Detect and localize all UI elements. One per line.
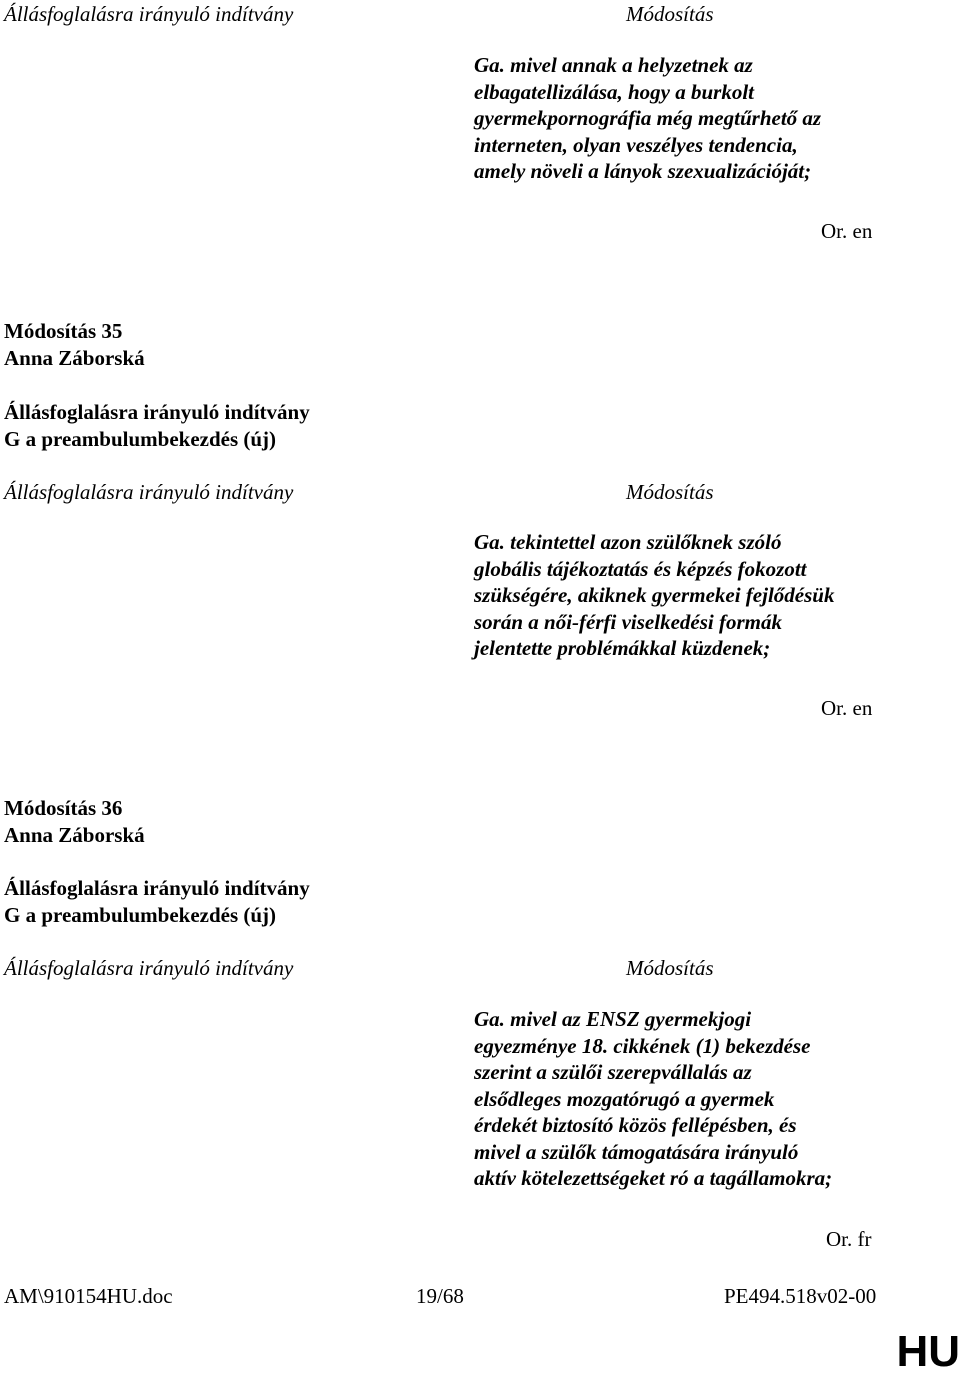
original-language: Or. en <box>821 219 873 243</box>
column-header-motion: Állásfoglalásra irányuló indítvány <box>4 956 294 980</box>
amendment-text-line: szükségére, akiknek gyermekei fejlődésük <box>474 583 835 607</box>
amendment-text-line: jelentette problémákkal küzdenek; <box>474 636 771 660</box>
amendment-text-line: során a női-férfi viselkedési formák <box>474 609 782 634</box>
amendment-text <box>474 529 914 662</box>
amendment-reference: G a preambulumbekezdés (új) <box>4 903 277 927</box>
footer-doc-ref: AM\910154HU.doc <box>4 1284 173 1308</box>
amendment-text-line: egyezménye 18. cikkének (1) bekezdése <box>474 1033 811 1058</box>
original-language: Or. en <box>821 696 873 720</box>
amendment-title: Módosítás 35 <box>4 319 123 343</box>
amendment-text-line: mivel a szülők támogatására irányuló <box>474 1139 799 1164</box>
amendment-author: Anna Záborská <box>4 346 145 370</box>
amendment-text-line: gyermekpornográfia még megtűrhető az <box>474 106 822 130</box>
amendment-text-line: globális tájékoztatás és képzés fokozott <box>474 556 807 581</box>
amendment-text-line: aktív kötelezettségeket ró a tagállamokra; <box>474 1166 833 1190</box>
amendment-text-line: elbagatellizálása, hogy a burkolt <box>474 79 755 104</box>
amendment-reference: G a preambulumbekezdés (új) <box>4 427 277 451</box>
amendment-text-line: Ga. mivel az ENSZ gyermekjogi <box>474 1007 752 1031</box>
amendment-text <box>474 1006 914 1192</box>
column-header-amendment: Módosítás <box>626 480 714 504</box>
footer-pe-ref: PE494.518v02-00 <box>724 1284 877 1308</box>
amendment-document: Állásfoglalásra irányuló indítvány <box>4 400 310 424</box>
column-header-amendment: Módosítás <box>626 2 714 26</box>
column-header-amendment: Módosítás <box>626 956 714 980</box>
amendment-text-line: interneten, olyan veszélyes tendencia, <box>474 132 798 157</box>
amendment-text-line: Ga. tekintettel azon szülőknek szóló <box>474 530 782 554</box>
language-code: HU <box>896 1327 960 1376</box>
amendment-text-line: elsődleges mozgatórugó a gyermek <box>474 1086 775 1111</box>
amendment-author: Anna Záborská <box>4 823 145 847</box>
amendment-document: Állásfoglalásra irányuló indítvány <box>4 876 310 900</box>
amendment-text-line: érdekét biztosító közös fellépésben, és <box>474 1113 797 1137</box>
amendment-title: Módosítás 36 <box>4 796 123 820</box>
column-header-motion: Állásfoglalásra irányuló indítvány <box>4 480 294 504</box>
amendment-text-line: amely növeli a lányok szexualizációját; <box>474 159 812 183</box>
footer-page-number: 19/68 <box>416 1284 464 1308</box>
original-language: Or. fr <box>826 1227 872 1251</box>
amendment-text-line: Ga. mivel annak a helyzetnek az <box>474 53 753 77</box>
amendment-text <box>474 52 914 185</box>
column-header-motion: Állásfoglalásra irányuló indítvány <box>4 2 294 26</box>
amendment-text-line: szerint a szülői szerepvállalás az <box>474 1060 752 1084</box>
